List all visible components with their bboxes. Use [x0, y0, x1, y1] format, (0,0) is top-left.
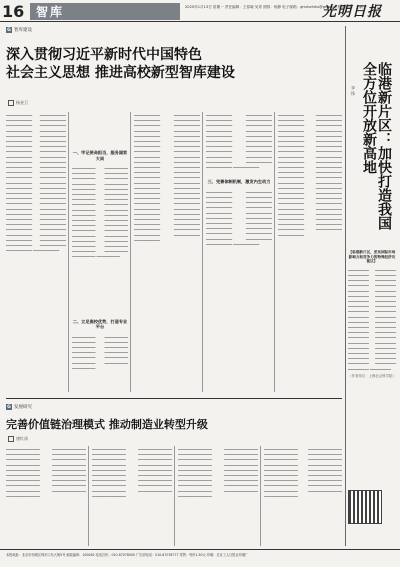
article2-column-3: ▁▁▁▁▁▁▁▁▁▁▁▁▁ ▁▁▁▁▁▁▁▁▁▁▁▁▁ ▁▁▁▁▁▁▁▁▁▁▁▁▁ ▁▁▁▁▁▁▁▁▁▁▁▁▁ ▁▁▁▁▁▁▁▁▁▁▁▁▁ ▁▁▁▁▁▁▁▁▁▁▁▁▁ ▁▁▁▁▁▁▁▁▁▁▁▁▁ ▁▁▁▁▁▁▁▁▁▁▁▁▁ ▁▁▁▁▁▁▁▁▁▁▁▁▁ ▁▁▁▁▁▁▁▁▁▁▁▁▁ ▁▁▁▁▁▁▁▁▁▁▁▁▁ ▁▁▁▁▁▁▁▁▁▁▁▁▁ ▁▁▁▁▁▁▁▁▁▁▁▁▁ ▁▁▁▁▁▁▁▁▁▁▁▁▁ ▁▁▁▁▁▁▁▁▁▁▁▁▁ ▁▁▁▁▁▁▁▁▁▁▁▁▁ ▁▁▁▁▁▁▁▁▁▁▁▁▁ ▁▁▁▁▁▁▁▁▁▁▁▁▁ ▁▁▁▁▁▁▁▁▁▁▁▁▁ — [178, 446, 258, 497]
article1-column-1: ▁▁▁▁▁▁▁▁▁▁ ▁▁▁▁▁▁▁▁▁▁ ▁▁▁▁▁▁▁▁▁▁ ▁▁▁▁▁▁▁▁▁▁ ▁▁▁▁▁▁▁▁▁▁ ▁▁▁▁▁▁▁▁▁▁ ▁▁▁▁▁▁▁▁▁▁ ▁▁▁▁▁▁▁▁▁▁ ▁▁▁▁▁▁▁▁▁▁ ▁▁▁▁▁▁▁▁▁▁ ▁▁▁▁▁▁▁▁▁▁ ▁▁▁▁▁▁▁▁▁▁ ▁▁▁▁▁▁▁▁▁▁ ▁▁▁▁▁▁▁▁▁▁ ▁▁▁▁▁▁▁▁▁▁ ▁▁▁▁▁▁▁▁▁▁ ▁▁▁▁▁▁▁▁▁▁ ▁▁▁▁▁▁▁▁▁▁ ▁▁▁▁▁▁▁▁▁▁ ▁▁▁▁▁▁▁▁▁▁ ▁▁▁▁▁▁▁▁▁▁ ▁▁▁▁▁▁▁▁▁▁ ▁▁▁▁▁▁▁▁▁▁ ▁▁▁▁▁▁▁▁▁▁ ▁▁▁▁▁▁▁▁▁▁ ▁▁▁▁▁▁▁▁▁▁ ▁▁▁▁▁▁▁▁▁▁ ▁▁▁▁▁▁▁▁▁▁ ▁▁▁▁▁▁▁▁▁▁ ▁▁▁▁▁▁▁▁▁▁ ▁▁▁▁▁▁▁▁▁▁ ▁▁▁▁▁▁▁▁▁▁ ▁▁▁▁▁▁▁▁▁▁ ▁▁▁▁▁▁▁▁▁▁ ▁▁▁▁▁▁▁▁▁▁ ▁▁▁▁▁▁▁▁▁▁ ▁▁▁▁▁▁▁▁▁▁ ▁▁▁▁▁▁▁▁▁▁ ▁▁▁▁▁▁▁▁▁▁ ▁▁▁▁▁▁▁▁▁▁ ▁▁▁▁▁▁▁▁▁▁ ▁▁▁▁▁▁▁▁▁▁ ▁▁▁▁▁▁▁▁▁▁ ▁▁▁▁▁▁▁▁▁▁ ▁▁▁▁▁▁▁▁▁▁ ▁▁▁▁▁▁▁▁▁▁ ▁▁▁▁▁▁▁▁▁▁ ▁▁▁▁▁▁▁▁▁▁ ▁▁▁▁▁▁▁▁▁▁ ▁▁▁▁▁▁▁▁▁▁ ▁▁▁▁▁▁▁▁▁▁ ▁▁▁▁▁▁▁▁▁▁ ▁▁▁▁▁▁▁▁▁▁ ▁▁▁▁▁▁▁▁▁▁ — [6, 112, 66, 252]
sidebar-divider — [345, 26, 346, 546]
article2-author: 唐红涛 — [16, 436, 28, 441]
article1-author: 杨金卫 — [16, 100, 28, 105]
dateline: 2020年1月13日 星期一 责任编辑：王春晓 吴青 照排：杨静 电子邮箱：gmrbzhiku@gmw.cn 版式编辑：王新 — [185, 5, 363, 9]
article2-title: 完善价值链治理模式 推动制造业转型升级 — [6, 418, 208, 431]
article1-subhead-3: 三、完善体制机制，激发内生动力 — [207, 179, 271, 185]
column-divider — [274, 112, 275, 392]
article1-column-3: ▁▁▁▁▁▁▁▁▁▁ ▁▁▁▁▁▁▁▁▁▁ ▁▁▁▁▁▁▁▁▁▁ ▁▁▁▁▁▁▁▁▁▁ ▁▁▁▁▁▁▁▁▁▁ ▁▁▁▁▁▁▁▁▁▁ ▁▁▁▁▁▁▁▁▁▁ ▁▁▁▁▁▁▁▁▁▁ ▁▁▁▁▁▁▁▁▁▁ ▁▁▁▁▁▁▁▁▁▁ ▁▁▁▁▁▁▁▁▁▁ ▁▁▁▁▁▁▁▁▁▁ ▁▁▁▁▁▁▁▁▁▁ ▁▁▁▁▁▁▁▁▁▁ ▁▁▁▁▁▁▁▁▁▁ ▁▁▁▁▁▁▁▁▁▁ ▁▁▁▁▁▁▁▁▁▁ ▁▁▁▁▁▁▁▁▁▁ ▁▁▁▁▁▁▁▁▁▁ ▁▁▁▁▁▁▁▁▁▁ ▁▁▁▁▁▁▁▁▁▁ ▁▁▁▁▁▁▁▁▁▁ ▁▁▁▁▁▁▁▁▁▁ ▁▁▁▁▁▁▁▁▁▁ ▁▁▁▁▁▁▁▁▁▁ ▁▁▁▁▁▁▁▁▁▁ ▁▁▁▁▁▁▁▁▁▁ ▁▁▁▁▁▁▁▁▁▁ ▁▁▁▁▁▁▁▁▁▁ ▁▁▁▁▁▁▁▁▁▁ ▁▁▁▁▁▁▁▁▁▁ ▁▁▁▁▁▁▁▁▁▁ ▁▁▁▁▁▁▁▁▁▁ ▁▁▁▁▁▁▁▁▁▁ ▁▁▁▁▁▁▁▁▁▁ ▁▁▁▁▁▁▁▁▁▁ ▁▁▁▁▁▁▁▁▁▁ ▁▁▁▁▁▁▁▁▁▁ ▁▁▁▁▁▁▁▁▁▁ ▁▁▁▁▁▁▁▁▁▁ ▁▁▁▁▁▁▁▁▁▁ ▁▁▁▁▁▁▁▁▁▁ ▁▁▁▁▁▁▁▁▁▁ ▁▁▁▁▁▁▁▁▁▁ ▁▁▁▁▁▁▁▁▁▁ ▁▁▁▁▁▁▁▁▁▁ ▁▁▁▁▁▁▁▁▁▁ ▁▁▁▁▁▁▁▁▁▁ ▁▁▁▁▁▁▁▁▁▁ — [134, 112, 200, 241]
article2-column-1: ▁▁▁▁▁▁▁▁▁▁▁▁▁ ▁▁▁▁▁▁▁▁▁▁▁▁▁ ▁▁▁▁▁▁▁▁▁▁▁▁▁ ▁▁▁▁▁▁▁▁▁▁▁▁▁ ▁▁▁▁▁▁▁▁▁▁▁▁▁ ▁▁▁▁▁▁▁▁▁▁▁▁▁ ▁▁▁▁▁▁▁▁▁▁▁▁▁ ▁▁▁▁▁▁▁▁▁▁▁▁▁ ▁▁▁▁▁▁▁▁▁▁▁▁▁ ▁▁▁▁▁▁▁▁▁▁▁▁▁ ▁▁▁▁▁▁▁▁▁▁▁▁▁ ▁▁▁▁▁▁▁▁▁▁▁▁▁ ▁▁▁▁▁▁▁▁▁▁▁▁▁ ▁▁▁▁▁▁▁▁▁▁▁▁▁ ▁▁▁▁▁▁▁▁▁▁▁▁▁ ▁▁▁▁▁▁▁▁▁▁▁▁▁ ▁▁▁▁▁▁▁▁▁▁▁▁▁ ▁▁▁▁▁▁▁▁▁▁▁▁▁ ▁▁▁▁▁▁▁▁▁▁▁▁▁ — [6, 446, 86, 497]
column-tag-icon: G — [7, 27, 11, 33]
article1-column-2: 一、牢记使命担当，服务国家大局 ▁▁▁▁▁▁▁▁▁ ▁▁▁▁▁▁▁▁▁ ▁▁▁▁▁▁▁▁▁ ▁▁▁▁▁▁▁▁▁ ▁▁▁▁▁▁▁▁▁ ▁▁▁▁▁▁▁▁▁ ▁▁▁▁▁▁▁▁▁ ▁▁▁▁▁▁▁▁▁ ▁▁▁▁▁▁▁▁▁ ▁▁▁▁▁▁▁▁▁ ▁▁▁▁▁▁▁▁▁ ▁▁▁▁▁▁▁▁▁ ▁▁▁▁▁▁▁▁▁ ▁▁▁▁▁▁▁▁▁ ▁▁▁▁▁▁▁▁▁ ▁▁▁▁▁▁▁▁▁ ▁▁▁▁▁▁▁▁▁ ▁▁▁▁▁▁▁▁▁ ▁▁▁▁▁▁▁▁▁ ▁▁▁▁▁▁▁▁▁ ▁▁▁▁▁▁▁▁▁ ▁▁▁▁▁▁▁▁▁ ▁▁▁▁▁▁▁▁▁ ▁▁▁▁▁▁▁▁▁ ▁▁▁▁▁▁▁▁▁ ▁▁▁▁▁▁▁▁▁ ▁▁▁▁▁▁▁▁▁ ▁▁▁▁▁▁▁▁▁ ▁▁▁▁▁▁▁▁▁ ▁▁▁▁▁▁▁▁▁ ▁▁▁▁▁▁▁▁▁ ▁▁▁▁▁▁▁▁▁ ▁▁▁▁▁▁▁▁▁ ▁▁▁▁▁▁▁▁▁ ▁▁▁▁▁▁▁▁▁ ▁▁▁▁▁▁▁▁▁ 二、立足高校优势，打造专业平台 ▁▁▁▁▁▁▁▁▁ ▁▁▁▁▁▁▁▁▁ ▁▁▁▁▁▁▁▁▁ ▁▁▁▁▁▁▁▁▁ ▁▁▁▁▁▁▁▁▁ ▁▁▁▁▁▁▁▁▁ ▁▁▁▁▁▁▁▁▁ ▁▁▁▁▁▁▁▁▁ ▁▁▁▁▁▁▁▁▁ ▁▁▁▁▁▁▁▁▁ ▁▁▁▁▁▁▁▁▁ ▁▁▁▁▁▁▁▁▁ ▁▁▁▁▁▁▁▁▁ — [72, 150, 128, 369]
article1-byline — [8, 100, 28, 106]
article1-column-5: ▁▁▁▁▁▁▁▁▁▁ ▁▁▁▁▁▁▁▁▁▁ ▁▁▁▁▁▁▁▁▁▁ ▁▁▁▁▁▁▁▁▁▁ ▁▁▁▁▁▁▁▁▁▁ ▁▁▁▁▁▁▁▁▁▁ ▁▁▁▁▁▁▁▁▁▁ ▁▁▁▁▁▁▁▁▁▁ ▁▁▁▁▁▁▁▁▁▁ ▁▁▁▁▁▁▁▁▁▁ ▁▁▁▁▁▁▁▁▁▁ ▁▁▁▁▁▁▁▁▁▁ ▁▁▁▁▁▁▁▁▁▁ ▁▁▁▁▁▁▁▁▁▁ ▁▁▁▁▁▁▁▁▁▁ ▁▁▁▁▁▁▁▁▁▁ ▁▁▁▁▁▁▁▁▁▁ ▁▁▁▁▁▁▁▁▁▁ ▁▁▁▁▁▁▁▁▁▁ ▁▁▁▁▁▁▁▁▁▁ ▁▁▁▁▁▁▁▁▁▁ ▁▁▁▁▁▁▁▁▁▁ ▁▁▁▁▁▁▁▁▁▁ ▁▁▁▁▁▁▁▁▁▁ ▁▁▁▁▁▁▁▁▁▁ ▁▁▁▁▁▁▁▁▁▁ ▁▁▁▁▁▁▁▁▁▁ ▁▁▁▁▁▁▁▁▁▁ ▁▁▁▁▁▁▁▁▁▁ ▁▁▁▁▁▁▁▁▁▁ ▁▁▁▁▁▁▁▁▁▁ ▁▁▁▁▁▁▁▁▁▁ ▁▁▁▁▁▁▁▁▁▁ ▁▁▁▁▁▁▁▁▁▁ ▁▁▁▁▁▁▁▁▁▁ ▁▁▁▁▁▁▁▁▁▁ ▁▁▁▁▁▁▁▁▁▁ ▁▁▁▁▁▁▁▁▁▁ ▁▁▁▁▁▁▁▁▁▁ ▁▁▁▁▁▁▁▁▁▁ ▁▁▁▁▁▁▁▁▁▁ ▁▁▁▁▁▁▁▁▁▁ ▁▁▁▁▁▁▁▁▁▁ ▁▁▁▁▁▁▁▁▁▁ ▁▁▁▁▁▁▁▁▁▁ ▁▁▁▁▁▁▁▁▁▁ ▁▁▁▁▁▁▁▁▁▁ — [278, 112, 342, 236]
article1-title-line2: 社会主义思想 推进高校新型智库建设 — [6, 64, 235, 81]
section-divider — [6, 398, 342, 399]
sidebar-byline: 李 锋 — [351, 86, 356, 96]
column-tag-label: 智库建设 — [14, 28, 32, 33]
footer-imprint: 本报地址：北京市西城区珠市口东大街5号 邮政编码：100062 电话总机：010-67078000 广告部电话：010-67078777 零售：每份1.50元 印刷：北京工人日报社印刷厂 — [6, 553, 249, 557]
masthead-logo: 光明日报 — [322, 4, 382, 20]
article1-subhead-2: 二、立足高校优势，打造专业平台 — [72, 318, 128, 330]
page-number: 16 — [2, 2, 25, 21]
sidebar-body: 【临港新片区，更具国际市场影响力和竞争力的特殊经济功能区】 ▁▁▁▁▁▁▁▁ ▁▁▁▁▁▁▁▁ ▁▁▁▁▁▁▁▁ ▁▁▁▁▁▁▁▁ ▁▁▁▁▁▁▁▁ ▁▁▁▁▁▁▁▁ ▁▁▁▁▁▁▁▁ ▁▁▁▁▁▁▁▁ ▁▁▁▁▁▁▁▁ ▁▁▁▁▁▁▁▁ ▁▁▁▁▁▁▁▁ ▁▁▁▁▁▁▁▁ ▁▁▁▁▁▁▁▁ ▁▁▁▁▁▁▁▁ ▁▁▁▁▁▁▁▁ ▁▁▁▁▁▁▁▁ ▁▁▁▁▁▁▁▁ ▁▁▁▁▁▁▁▁ ▁▁▁▁▁▁▁▁ ▁▁▁▁▁▁▁▁ ▁▁▁▁▁▁▁▁ ▁▁▁▁▁▁▁▁ ▁▁▁▁▁▁▁▁ ▁▁▁▁▁▁▁▁ ▁▁▁▁▁▁▁▁ ▁▁▁▁▁▁▁▁ ▁▁▁▁▁▁▁▁ ▁▁▁▁▁▁▁▁ ▁▁▁▁▁▁▁▁ ▁▁▁▁▁▁▁▁ ▁▁▁▁▁▁▁▁ ▁▁▁▁▁▁▁▁ ▁▁▁▁▁▁▁▁ ▁▁▁▁▁▁▁▁ ▁▁▁▁▁▁▁▁ ▁▁▁▁▁▁▁▁ ▁▁▁▁▁▁▁▁ ▁▁▁▁▁▁▁▁ ▁▁▁▁▁▁▁▁ ▁▁▁▁▁▁▁▁ （作者单位：上海社会科学院） — [348, 250, 396, 378]
column-tag-icon: G — [7, 404, 11, 410]
sidebar-note: 【临港新片区，更具国际市场影响力和竞争力的特殊经济功能区】 — [348, 250, 396, 264]
article2-column-2: ▁▁▁▁▁▁▁▁▁▁▁▁▁ ▁▁▁▁▁▁▁▁▁▁▁▁▁ ▁▁▁▁▁▁▁▁▁▁▁▁▁ ▁▁▁▁▁▁▁▁▁▁▁▁▁ ▁▁▁▁▁▁▁▁▁▁▁▁▁ ▁▁▁▁▁▁▁▁▁▁▁▁▁ ▁▁▁▁▁▁▁▁▁▁▁▁▁ ▁▁▁▁▁▁▁▁▁▁▁▁▁ ▁▁▁▁▁▁▁▁▁▁▁▁▁ ▁▁▁▁▁▁▁▁▁▁▁▁▁ ▁▁▁▁▁▁▁▁▁▁▁▁▁ ▁▁▁▁▁▁▁▁▁▁▁▁▁ ▁▁▁▁▁▁▁▁▁▁▁▁▁ ▁▁▁▁▁▁▁▁▁▁▁▁▁ ▁▁▁▁▁▁▁▁▁▁▁▁▁ ▁▁▁▁▁▁▁▁▁▁▁▁▁ ▁▁▁▁▁▁▁▁▁▁▁▁▁ ▁▁▁▁▁▁▁▁▁▁▁▁▁ ▁▁▁▁▁▁▁▁▁▁▁▁▁ — [92, 446, 172, 497]
section-label: 智库 — [36, 5, 65, 19]
page-header — [0, 0, 400, 22]
column-tag-development — [6, 404, 32, 410]
column-divider — [88, 446, 89, 546]
column-tag-think-tank — [6, 27, 32, 33]
column-divider — [68, 112, 69, 392]
column-divider — [260, 446, 261, 546]
footer-rule — [0, 549, 400, 550]
header-rule — [0, 21, 400, 22]
sidebar-author-unit: （作者单位：上海社会科学院） — [348, 373, 396, 378]
column-divider — [130, 112, 131, 392]
article1-title-line1: 深入贯彻习近平新时代中国特色 — [6, 47, 202, 63]
article1-subhead-1: 一、牢记使命担当，服务国家大局 — [72, 150, 128, 161]
article1-title — [6, 47, 342, 82]
sidebar-title: 临港新片区：加快打造我国全方位开放新高地 — [361, 62, 392, 230]
column-divider — [174, 446, 175, 546]
column-divider — [202, 112, 203, 392]
article1-column-4: ▁▁▁▁▁▁▁▁▁▁ ▁▁▁▁▁▁▁▁▁▁ ▁▁▁▁▁▁▁▁▁▁ ▁▁▁▁▁▁▁▁▁▁ ▁▁▁▁▁▁▁▁▁▁ ▁▁▁▁▁▁▁▁▁▁ ▁▁▁▁▁▁▁▁▁▁ ▁▁▁▁▁▁▁▁▁▁ ▁▁▁▁▁▁▁▁▁▁ ▁▁▁▁▁▁▁▁▁▁ ▁▁▁▁▁▁▁▁▁▁ ▁▁▁▁▁▁▁▁▁▁ ▁▁▁▁▁▁▁▁▁▁ ▁▁▁▁▁▁▁▁▁▁ ▁▁▁▁▁▁▁▁▁▁ ▁▁▁▁▁▁▁▁▁▁ ▁▁▁▁▁▁▁▁▁▁ ▁▁▁▁▁▁▁▁▁▁ ▁▁▁▁▁▁▁▁▁▁ ▁▁▁▁▁▁▁▁▁▁ ▁▁▁▁▁▁▁▁▁▁ ▁▁▁▁▁▁▁▁▁▁ 三、完善体制机制，激发内生动力 ▁▁▁▁▁▁▁▁▁▁ ▁▁▁▁▁▁▁▁▁▁ ▁▁▁▁▁▁▁▁▁▁ ▁▁▁▁▁▁▁▁▁▁ ▁▁▁▁▁▁▁▁▁▁ ▁▁▁▁▁▁▁▁▁▁ ▁▁▁▁▁▁▁▁▁▁ ▁▁▁▁▁▁▁▁▁▁ ▁▁▁▁▁▁▁▁▁▁ ▁▁▁▁▁▁▁▁▁▁ ▁▁▁▁▁▁▁▁▁▁ ▁▁▁▁▁▁▁▁▁▁ ▁▁▁▁▁▁▁▁▁▁ ▁▁▁▁▁▁▁▁▁▁ ▁▁▁▁▁▁▁▁▁▁ ▁▁▁▁▁▁▁▁▁▁ ▁▁▁▁▁▁▁▁▁▁ ▁▁▁▁▁▁▁▁▁▁ ▁▁▁▁▁▁▁▁▁▁ ▁▁▁▁▁▁▁▁▁▁ ▁▁▁▁▁▁▁▁▁▁ ▁▁▁▁▁▁▁▁▁▁ — [206, 112, 272, 245]
article2-column-4: ▁▁▁▁▁▁▁▁▁▁▁▁▁ ▁▁▁▁▁▁▁▁▁▁▁▁▁ ▁▁▁▁▁▁▁▁▁▁▁▁▁ ▁▁▁▁▁▁▁▁▁▁▁▁▁ ▁▁▁▁▁▁▁▁▁▁▁▁▁ ▁▁▁▁▁▁▁▁▁▁▁▁▁ ▁▁▁▁▁▁▁▁▁▁▁▁▁ ▁▁▁▁▁▁▁▁▁▁▁▁▁ ▁▁▁▁▁▁▁▁▁▁▁▁▁ ▁▁▁▁▁▁▁▁▁▁▁▁▁ ▁▁▁▁▁▁▁▁▁▁▁▁▁ ▁▁▁▁▁▁▁▁▁▁▁▁▁ ▁▁▁▁▁▁▁▁▁▁▁▁▁ ▁▁▁▁▁▁▁▁▁▁▁▁▁ ▁▁▁▁▁▁▁▁▁▁▁▁▁ ▁▁▁▁▁▁▁▁▁▁▁▁▁ ▁▁▁▁▁▁▁▁▁▁▁▁▁ ▁▁▁▁▁▁▁▁▁▁▁▁▁ ▁▁▁▁▁▁▁▁▁▁▁▁▁ — [264, 446, 342, 497]
author-box-icon — [8, 436, 14, 442]
qr-code-icon — [348, 490, 382, 524]
article2-byline — [8, 436, 28, 442]
author-box-icon — [8, 100, 14, 106]
column-tag-label: 发展研究 — [14, 405, 32, 410]
